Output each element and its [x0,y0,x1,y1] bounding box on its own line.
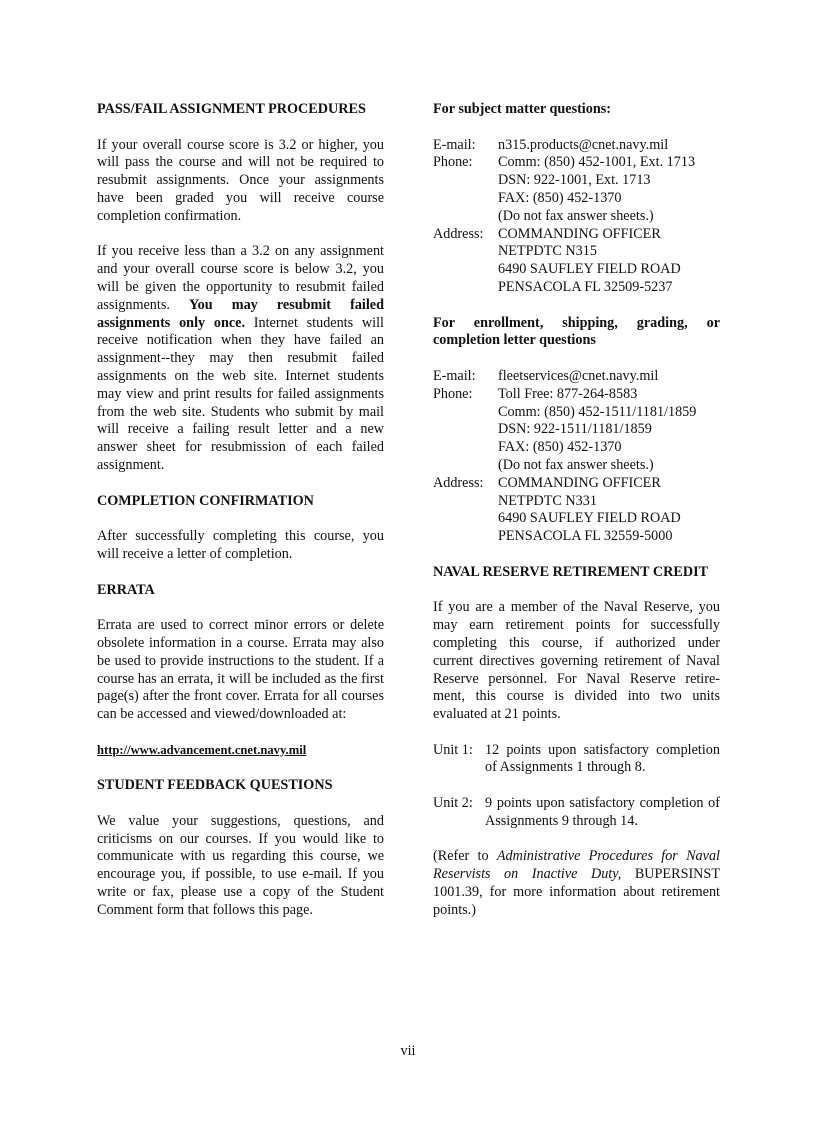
refer-text-a: (Refer to [433,848,497,865]
reserve-heading: NAVAL RESERVE RETIREMENT CREDIT [433,563,709,580]
completion-paragraph: After successfully completing this course, you will receive a letter of completion. [97,528,384,562]
refer-document-title: Administrative Procedures for Naval Reservists on Inactive Duty, [433,848,720,883]
enrollment-phone-tollfree: Toll Free: 877-264-8583 [498,385,638,402]
enrollment-phone-note: (Do not fax answer sheets.) [498,456,654,473]
subject-phone-fax: FAX: (850) 452-1370 [498,189,622,206]
reserve-paragraph: If you are a member of the Naval Reserve, you may earn retirement points for successfully completing this course, if authorized under current directives governing retirement of Naval Reserve personnel. For Naval Reserve retire-ment, this course is divided into two units evaluated at 21 points. [433,599,720,723]
enrollment-address-line-3: 6490 SAUFLEY FIELD ROAD [498,510,681,527]
passfail-p2-text-a: If you receive less than a 3.2 on any assignment and your overall course score is below 3.2, you will be given the opportunity to resubmit failed assignments. [97,243,384,313]
subject-address-line-2: NETPDTC N315 [498,243,597,260]
enrollment-address-line-2: NETPDTC N331 [498,492,597,509]
errata-link[interactable]: http://www.advancement.cnet.navy.mil [97,742,307,757]
enrollment-email[interactable]: fleetservices@cnet.navy.mil [498,367,659,384]
address-label: Address: [433,225,484,242]
unit-2-text: 9 points upon satisfactory completion of Assignments 9 through 14. [485,795,720,829]
subject-address-row [433,226,720,297]
unit-1-label: Unit 1: [433,741,473,758]
enrollment-address-line-4: PENSACOLA FL 32559-5000 [498,528,673,545]
page-number: vii [400,1043,416,1059]
enrollment-phone-comm: Comm: (850) 452-1511/1181/1859 [498,403,697,420]
phone-label: Phone: [433,385,473,402]
address-label: Address: [433,474,484,491]
enrollment-email-row [433,368,720,386]
completion-heading: COMPLETION CONFIRMATION [97,492,314,509]
subject-address-line-4: PENSACOLA FL 32509-5237 [498,278,673,295]
unit-2-row [433,795,720,831]
subject-heading: For subject matter questions: [433,101,611,117]
subject-address-line-3: 6490 SAUFLEY FIELD ROAD [498,261,681,278]
unit-1-text: 12 points upon satisfactory completion of Assignments 1 through 8. [485,741,720,776]
subject-phone-dsn: DSN: 922-1001, Ext. 1713 [498,172,651,189]
unit-2-label: Unit 2: [433,795,473,812]
left-column [97,101,384,920]
enrollment-address-line-1: COMMANDING OFFICER [498,474,661,491]
enrollment-phone-dsn: DSN: 922-1511/1181/1859 [498,421,652,438]
enrollment-phone-fax: FAX: (850) 452-1370 [498,439,622,456]
unit-1-row [433,742,720,778]
passfail-paragraph-2 [97,243,384,474]
subject-phone-row [433,154,720,225]
passfail-paragraph-1: If your overall course score is 3.2 or higher, you will pass the course and will not be required to resubmit assignments. Once your assignments have been graded you will receive course completion confirmation. [97,136,384,224]
enrollment-phone-row [433,386,720,475]
right-column [433,101,720,920]
enrollment-heading: For enrollment, shipping, grading, or completion letter questions [433,314,720,349]
subject-email[interactable]: n315.products@cnet.navy.mil [498,136,669,153]
subject-phone-comm: Comm: (850) 452-1001, Ext. 1713 [498,154,696,171]
resubmit-once-emphasis: You may resubmit failed assignments only once. [97,296,384,331]
subject-address-line-1: COMMANDING OFFICER [498,225,661,242]
passfail-heading: PASS/FAIL ASSIGNMENT PROCEDURES [97,101,366,117]
enrollment-address-row [433,475,720,546]
email-label: E-mail: [433,136,476,153]
email-label: E-mail: [433,367,476,384]
passfail-p2-text-b: Internet students will receive notification when they have failed an assignment--they may then resubmit failed assignments on the web site. Internet students may view and print results for failed assignments from the web site. Students who submit by mail will receive a failing result letter and a new answer sheet for resubmission of each failed assignment. [97,314,384,473]
refer-text-b: BUPERSINST 1001.39, for more information about retirement points.) [433,866,720,918]
feedback-heading: STUDENT FEEDBACK QUESTIONS [97,777,333,794]
subject-email-row [433,137,720,155]
subject-phone-note: (Do not fax answer sheets.) [498,207,654,224]
phone-label: Phone: [433,154,473,171]
refer-paragraph [433,848,720,919]
errata-heading: ERRATA [97,581,155,598]
feedback-paragraph: We value your suggestions, questions, and criticisms on our courses. If you would like to communicate with us regarding this course, we encourage you, if possible, to use e-mail. If you write or fax, please use a copy of the Student Comment form that follows this page. [97,812,384,918]
errata-paragraph: Errata are used to correct minor errors or delete obsolete information in a course. Errata may also be used to provide instructions to the student. If a course has an errata, it will be included as the first page(s) after the front cover. Errata for all courses can be accessed and viewed/downloaded at: [97,617,384,723]
